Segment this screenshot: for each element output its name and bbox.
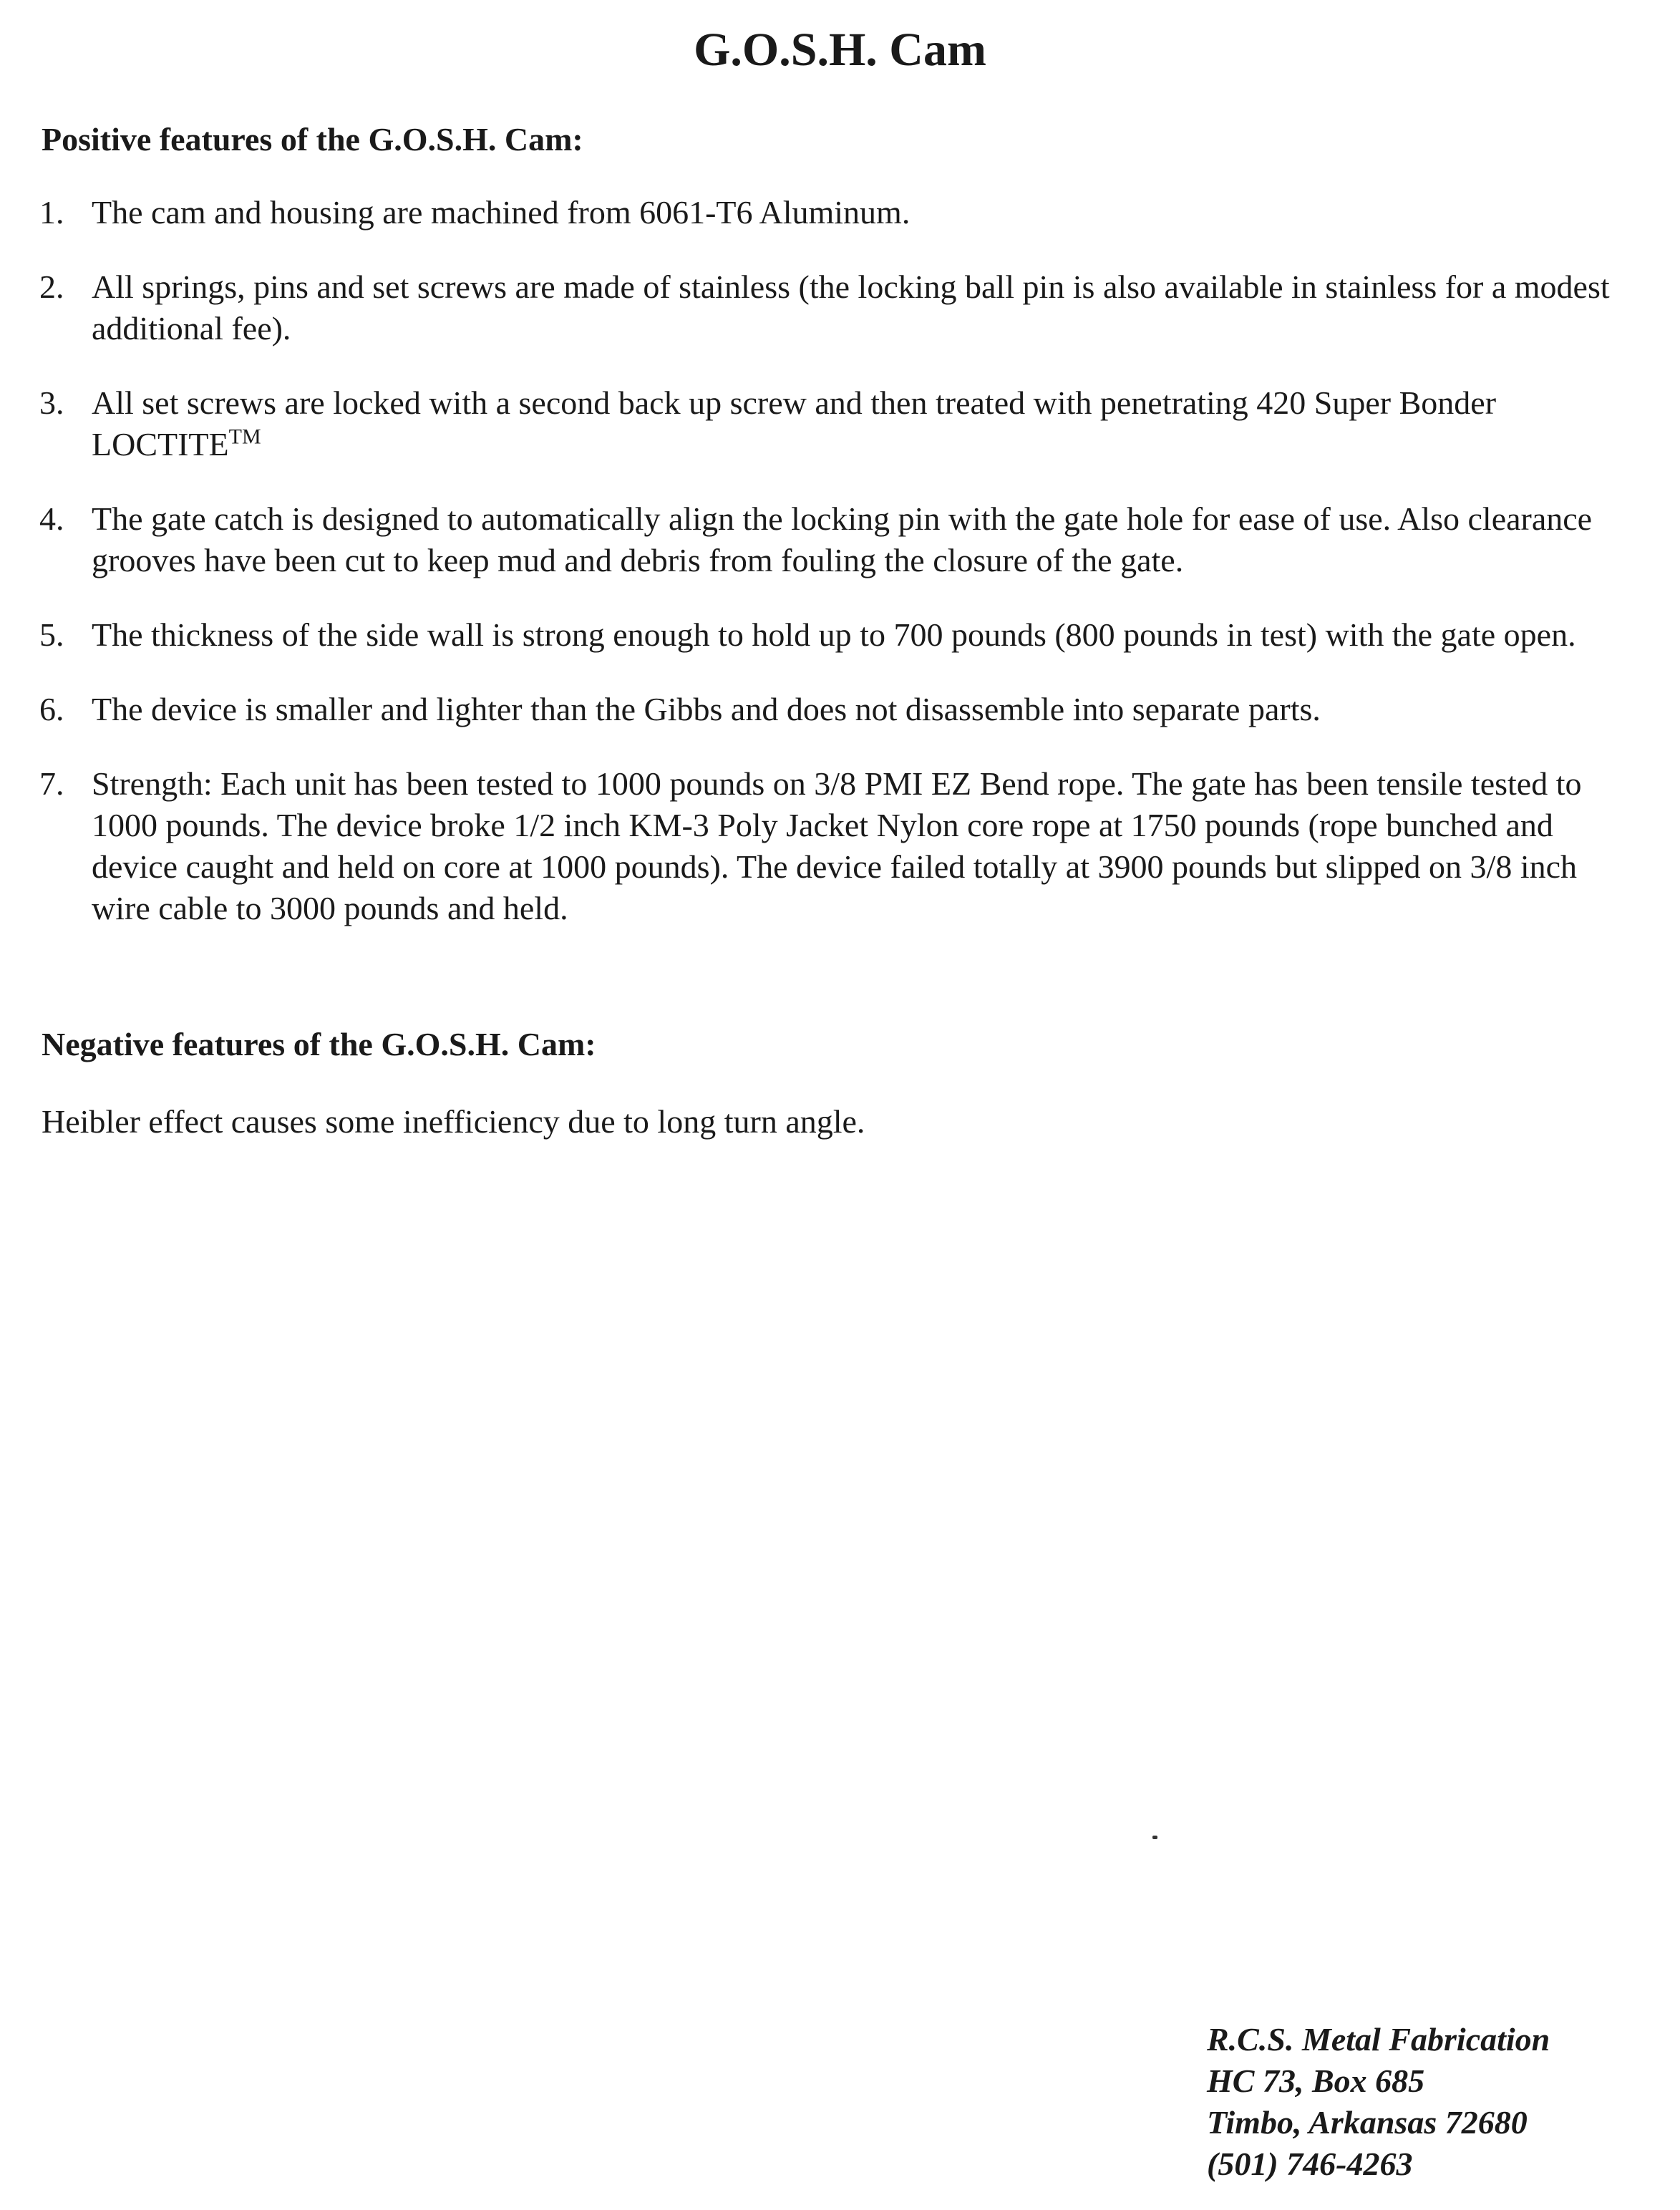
scan-speck	[1152, 1836, 1157, 1839]
feature-text: The device is smaller and lighter than the Gibbs and does not disassemble into separate parts.	[92, 691, 1321, 727]
feature-text-container	[92, 382, 1637, 465]
feature-item-2	[0, 266, 1680, 349]
feature-number: 5.	[39, 616, 64, 653]
document-title: G.O.S.H. Cam	[694, 24, 986, 76]
feature-item-5	[0, 614, 1680, 656]
feature-item-7	[0, 763, 1680, 929]
address-line-2: Timbo, Arkansas 72680	[1207, 2104, 1528, 2141]
feature-text: The gate catch is designed to automatically align the locking pin with the gate hole for ease of use. Also clearance grooves have been cut to keep mud and debris from fouling the closure of the gate.	[92, 500, 1593, 578]
trademark-mark: TM	[228, 425, 261, 449]
feature-number: 3.	[39, 384, 64, 421]
feature-text: All set screws are locked with a second back up screw and then treated with penetrating 420 Super Bonder LOCTITE	[92, 384, 1497, 462]
feature-item-3	[0, 382, 1680, 465]
feature-text: The cam and housing are machined from 6061-T6 Aluminum.	[92, 194, 911, 231]
company-address-block	[1207, 2019, 1550, 2185]
feature-text: Strength: Each unit has been tested to 1000 pounds on 3/8 PMI EZ Bend rope. The gate has been tensile tested to 1000 pounds. The device broke 1/2 inch KM-3 Poly Jacket Nylon core rope at 1750 pounds (rope bunched and device caught and held on core at 1000 pounds). The device failed totally at 3900 pounds but slipped on 3/8 inch wire cable to 3000 pounds and held.	[92, 765, 1582, 926]
feature-item-1	[0, 192, 1680, 233]
negative-features-text: Heibler effect causes some inefficiency due to long turn angle.	[42, 1103, 865, 1140]
address-line-1: HC 73, Box 685	[1207, 2063, 1425, 2099]
feature-text: All springs, pins and set screws are made of stainless (the locking ball pin is also available in stainless for a modest additional fee).	[92, 268, 1610, 346]
feature-number: 6.	[39, 691, 64, 727]
feature-number: 4.	[39, 500, 64, 537]
company-name: R.C.S. Metal Fabrication	[1207, 2021, 1550, 2058]
feature-number: 7.	[39, 765, 64, 802]
negative-features-heading: Negative features of the G.O.S.H. Cam:	[42, 1026, 596, 1062]
feature-text: The thickness of the side wall is strong enough to hold up to 700 pounds (800 pounds in test) with the gate open.	[92, 616, 1576, 653]
feature-item-6	[0, 689, 1680, 730]
feature-number: 1.	[39, 194, 64, 231]
positive-features-heading: Positive features of the G.O.S.H. Cam:	[42, 121, 583, 157]
feature-item-4	[0, 498, 1680, 581]
positive-features-list	[0, 192, 1680, 962]
feature-number: 2.	[39, 268, 64, 305]
phone-number: (501) 746-4263	[1207, 2146, 1413, 2182]
